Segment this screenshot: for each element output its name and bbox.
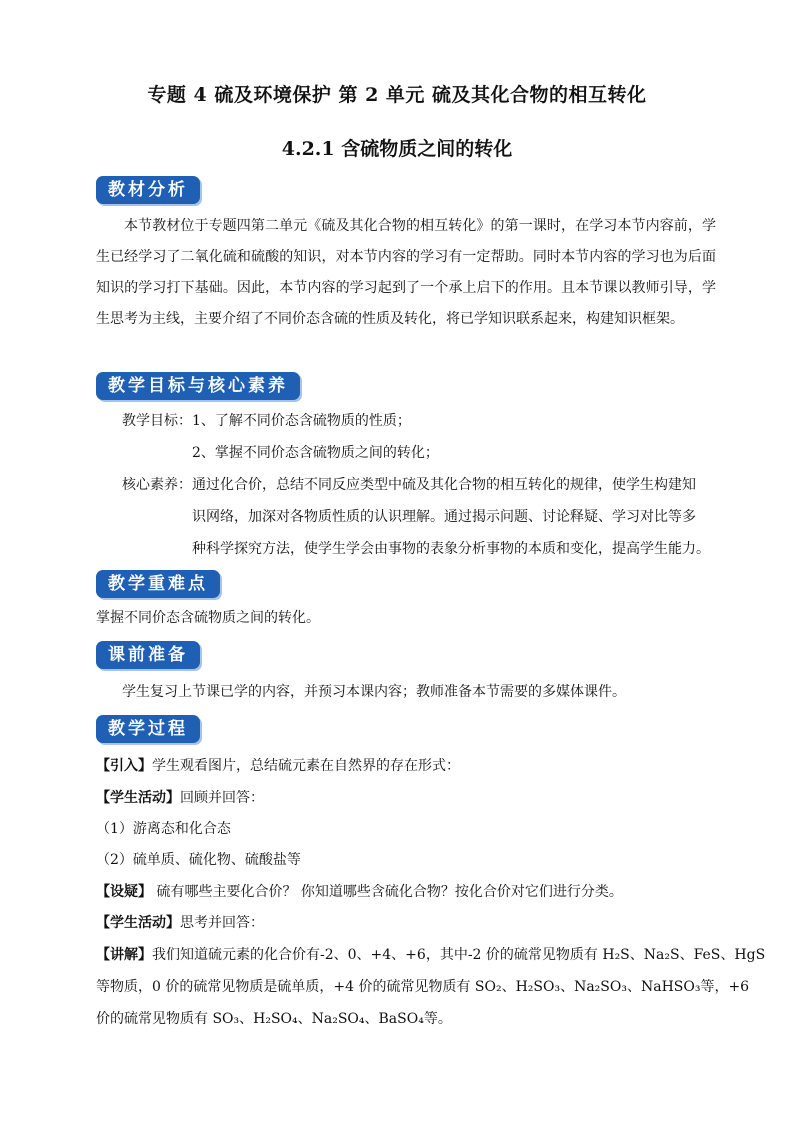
question-text: 硫有哪些主要化合价？ 你知道哪些含硫化合物？按化合价对它们进行分类。 [152,884,623,900]
explain-text-1: 我们知道硫元素的化合价有-2、0、+4、+6，其中-2 价的硫常见物质有 H₂S、Na₂S、FeS、HgS [152,947,766,963]
activity2-line [96,908,264,939]
section-heading-goals: 教学目标与核心素养 [96,372,300,400]
goal-item-2: 2、掌握不同价态含硫物质之间的转化； [192,445,439,461]
intro-line [96,751,460,782]
section-heading-key-points: 教学重难点 [96,570,220,598]
key-points-text: 掌握不同价态含硫物质之间的转化。 [96,610,320,626]
intro-text: 学生观看图片，总结硫元素在自然界的存在形式： [152,758,460,774]
core-line-2: 识网络，加深对各物质性质的认识理解。通过揭示问题、讨论释疑、学习对比等多 [192,509,696,525]
activity1-line [96,783,264,814]
analysis-paragraph: 本节教材位于专题四第二单元《硫及其化合物的相互转化》的第一课时，在学习本节内容前，学生已经学习了二氧化硫和硫酸的知识，对本节内容的学习有一定帮助。同时本节内容的学习也为后面知识的学习打下基础。因此，本节内容的学习起到了一个承上启下的作用。且本节课以教师引导，学生思考为主线，主要介绍了不同价态含硫的性质及转化，将已学知识联系起来，构建知识框架。 [96,218,716,327]
core-label: 核心素养： [122,477,192,493]
section-heading-analysis: 教材分析 [96,176,200,204]
section-heading-preparation: 课前准备 [96,641,200,669]
answer-1: （1）游离态和化合态 [96,821,231,837]
preparation-text: 学生复习上节课已学的内容，并预习本课内容；教师准备本节需要的多媒体课件。 [122,684,626,700]
activity2-text: 思考并回答： [180,915,264,931]
section-heading-process: 教学过程 [96,715,200,743]
lesson-subtitle: 4.2.1 含硫物质之间的转化 [281,138,513,160]
explain-line-1 [96,940,765,971]
goal-label: 教学目标： [122,413,192,429]
explain-line-2: 等物质，0 价的硫常见物质是硫单质，+4 价的硫常见物质有 SO₂、H₂SO₃、Na₂SO₃、NaHSO₃等，+6 [96,979,750,995]
core-line-1: 通过化合价，总结不同反应类型中硫及其化合物的相互转化的规律，使学生构建知 [192,477,696,493]
answer-2: （2）硫单质、硫化物、硫酸盐等 [96,852,301,868]
question-label: 【设疑】 [96,884,152,900]
document-title: 专题 4 硫及环境保护 第 2 单元 硫及其化合物的相互转化 [147,84,647,106]
activity1-text: 回顾并回答： [180,790,264,806]
question-line [96,877,623,908]
explain-label: 【讲解】 [96,947,152,963]
explain-line-3: 价的硫常见物质有 SO₃、H₂SO₄、Na₂SO₄、BaSO₄等。 [96,1011,452,1027]
goal-item-1: 1、了解不同价态含硫物质的性质； [192,413,411,429]
intro-label: 【引入】 [96,758,152,774]
core-line-3: 种科学探究方法，使学生学会由事物的表象分析事物的本质和变化，提高学生能力。 [192,541,710,557]
activity2-label: 【学生活动】 [96,915,180,931]
activity1-label: 【学生活动】 [96,790,180,806]
